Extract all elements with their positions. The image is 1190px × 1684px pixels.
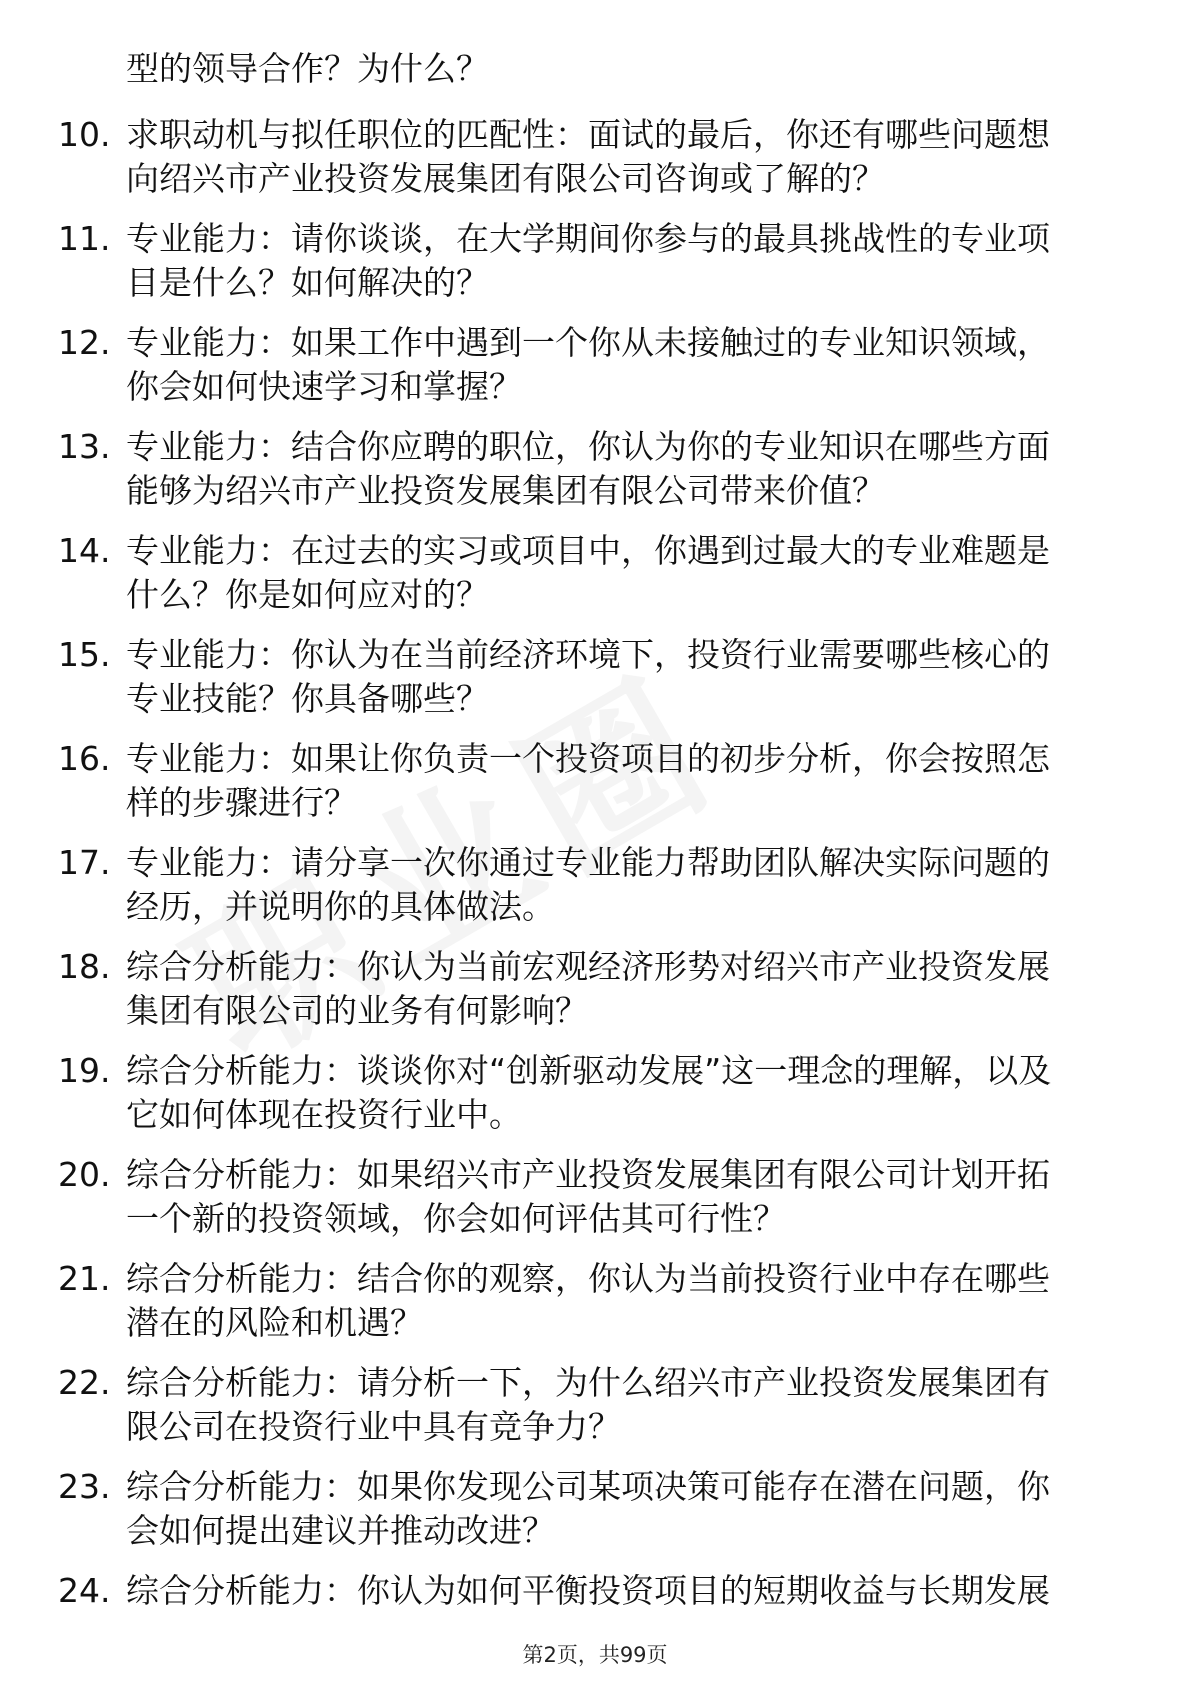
question-item bbox=[0, 424, 1190, 528]
question-item bbox=[0, 632, 1190, 736]
question-number: 24. bbox=[58, 1571, 111, 1610]
question-number: 12. bbox=[58, 323, 111, 362]
question-text-line: 向绍兴市产业投资发展集团有限公司咨询或了解的？ bbox=[126, 159, 885, 198]
question-number: 20. bbox=[58, 1155, 111, 1194]
question-text-line: 它如何体现在投资行业中。 bbox=[126, 1095, 522, 1134]
question-text-line: 限公司在投资行业中具有竞争力？ bbox=[126, 1407, 621, 1446]
question-text-line: 综合分析能力：谈谈你对“创新驱动发展”这一理念的理解，以及 bbox=[126, 1051, 1052, 1090]
question-number: 22. bbox=[58, 1363, 111, 1402]
question-text-line: 专业能力：如果工作中遇到一个你从未接触过的专业知识领域， bbox=[126, 323, 1050, 362]
question-item bbox=[0, 1048, 1190, 1152]
question-text-line: 综合分析能力：如果你发现公司某项决策可能存在潜在问题，你 bbox=[126, 1467, 1050, 1506]
question-item bbox=[0, 840, 1190, 944]
question-text-line: 综合分析能力：请分析一下，为什么绍兴市产业投资发展集团有 bbox=[126, 1363, 1050, 1402]
question-text-line: 求职动机与拟任职位的匹配性：面试的最后，你还有哪些问题想 bbox=[126, 115, 1050, 154]
question-number: 11. bbox=[58, 219, 111, 258]
question-list bbox=[0, 112, 1190, 1672]
question-text-line: 集团有限公司的业务有何影响？ bbox=[126, 991, 588, 1030]
question-item bbox=[0, 112, 1190, 216]
question-text-line: 专业能力：请你谈谈，在大学期间你参与的最具挑战性的专业项 bbox=[126, 219, 1050, 258]
continued-question-text: 型的领导合作？为什么？ bbox=[126, 49, 489, 88]
question-number: 14. bbox=[58, 531, 111, 570]
question-item bbox=[0, 944, 1190, 1048]
question-text-line: 专业技能？你具备哪些？ bbox=[126, 679, 489, 718]
question-number: 15. bbox=[58, 635, 111, 674]
question-number: 18. bbox=[58, 947, 111, 986]
question-item bbox=[0, 1256, 1190, 1360]
question-number: 13. bbox=[58, 427, 111, 466]
question-text-line: 专业能力：结合你应聘的职位，你认为你的专业知识在哪些方面 bbox=[126, 427, 1050, 466]
question-text-line: 样的步骤进行？ bbox=[126, 783, 357, 822]
question-text-line: 目是什么？如何解决的？ bbox=[126, 263, 489, 302]
question-text-line: 专业能力：如果让你负责一个投资项目的初步分析，你会按照怎 bbox=[126, 739, 1050, 778]
question-text-line: 专业能力：请分享一次你通过专业能力帮助团队解决实际问题的 bbox=[126, 843, 1050, 882]
question-item bbox=[0, 736, 1190, 840]
question-item bbox=[0, 320, 1190, 424]
question-text-line: 潜在的风险和机遇？ bbox=[126, 1303, 423, 1342]
question-item bbox=[0, 216, 1190, 320]
question-number: 17. bbox=[58, 843, 111, 882]
question-number: 19. bbox=[58, 1051, 111, 1090]
question-item bbox=[0, 1360, 1190, 1464]
question-text-line: 专业能力：你认为在当前经济环境下，投资行业需要哪些核心的 bbox=[126, 635, 1050, 674]
question-text-line: 专业能力：在过去的实习或项目中，你遇到过最大的专业难题是 bbox=[126, 531, 1050, 570]
question-number: 21. bbox=[58, 1259, 111, 1298]
question-text-line: 经历，并说明你的具体做法。 bbox=[126, 887, 555, 926]
question-text-line: 综合分析能力：结合你的观察，你认为当前投资行业中存在哪些 bbox=[126, 1259, 1050, 1298]
question-text-line: 你会如何快速学习和掌握？ bbox=[126, 367, 522, 406]
question-text-line: 什么？你是如何应对的？ bbox=[126, 575, 489, 614]
question-item bbox=[0, 1152, 1190, 1256]
question-text-line: 能够为绍兴市产业投资发展集团有限公司带来价值？ bbox=[126, 471, 885, 510]
question-item bbox=[0, 1464, 1190, 1568]
page-number-footer: 第2页，共99页 bbox=[522, 1643, 668, 1667]
question-number: 10. bbox=[58, 115, 111, 154]
question-number: 23. bbox=[58, 1467, 111, 1506]
question-text-line: 综合分析能力：如果绍兴市产业投资发展集团有限公司计划开拓 bbox=[126, 1155, 1050, 1194]
question-item bbox=[0, 528, 1190, 632]
question-text-line: 会如何提出建议并推动改进？ bbox=[126, 1511, 555, 1550]
question-text-line: 综合分析能力：你认为如何平衡投资项目的短期收益与长期发展 bbox=[126, 1571, 1050, 1610]
question-text-line: 一个新的投资领域，你会如何评估其可行性？ bbox=[126, 1199, 786, 1238]
question-number: 16. bbox=[58, 739, 111, 778]
question-text-line: 综合分析能力：你认为当前宏观经济形势对绍兴市产业投资发展 bbox=[126, 947, 1050, 986]
